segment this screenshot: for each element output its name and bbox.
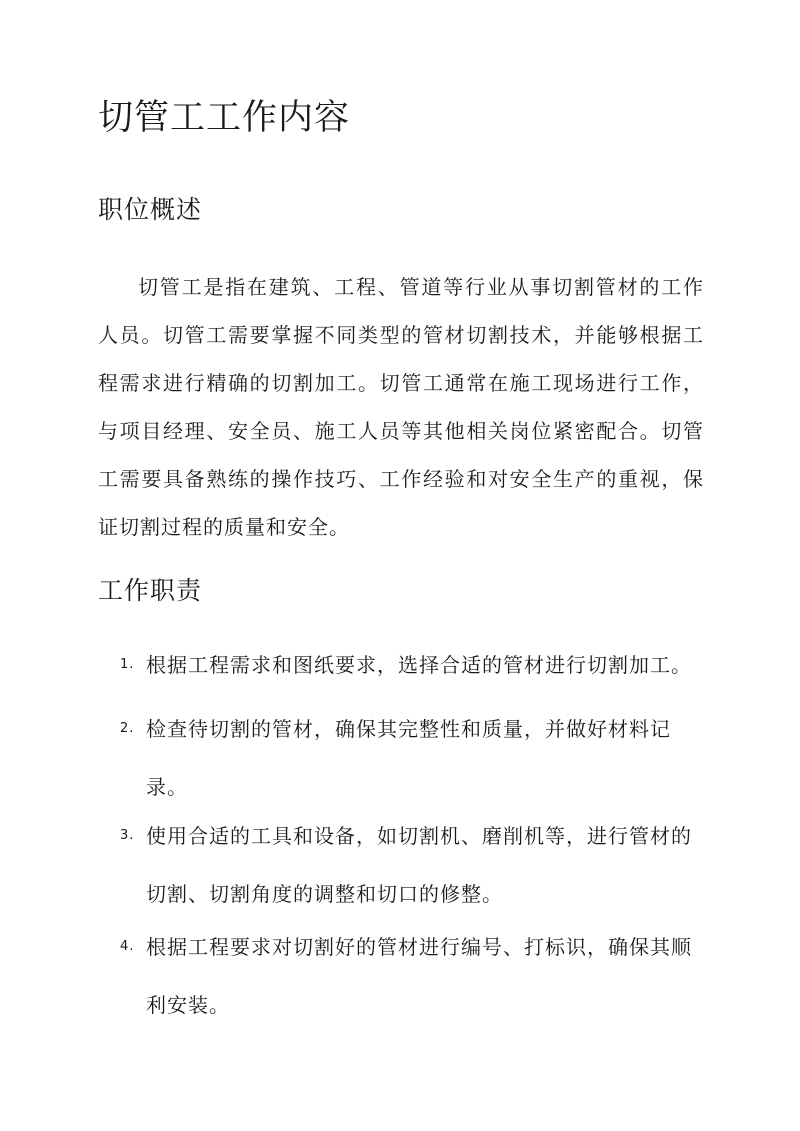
duty-list-item [120, 636, 700, 694]
duty-text: 检查待切割的管材，确保其完整性和质量，并做好材料记录。 [146, 717, 671, 799]
duty-number: 3. [120, 828, 135, 843]
duty-number: 4. [120, 939, 135, 954]
duty-list-item [120, 918, 700, 1034]
duty-number: 1. [120, 657, 135, 672]
duty-text: 根据工程要求对切割好的管材进行编号、打标识，确保其顺利安装。 [146, 935, 692, 1017]
duty-text: 使用合适的工具和设备，如切割机、磨削机等，进行管材的切割、切割角度的调整和切口的修整。 [146, 824, 692, 906]
section-heading-duties: 工作职责 [98, 576, 203, 605]
duty-list-item [120, 700, 700, 816]
duty-text: 根据工程需求和图纸要求，选择合适的管材进行切割加工。 [146, 653, 692, 677]
overview-paragraph: 切管工是指在建筑、工程、管道等行业从事切割管材的工作人员。切管工需要掌握不同类型的管材切割技术，并能够根据工程需求进行精确的切割加工。切管工通常在施工现场进行工作，与项目经理、安全员、施工人员等其他相关岗位紧密配合。切管工需要具备熟练的操作技巧、工作经验和对安全生产的重视，保证切割过程的质量和安全。 [98, 275, 704, 539]
section-heading-overview: 职位概述 [98, 195, 203, 224]
document-title: 切管工工作内容 [98, 98, 351, 138]
duty-list-item [120, 807, 700, 923]
duty-number: 2. [120, 721, 135, 736]
